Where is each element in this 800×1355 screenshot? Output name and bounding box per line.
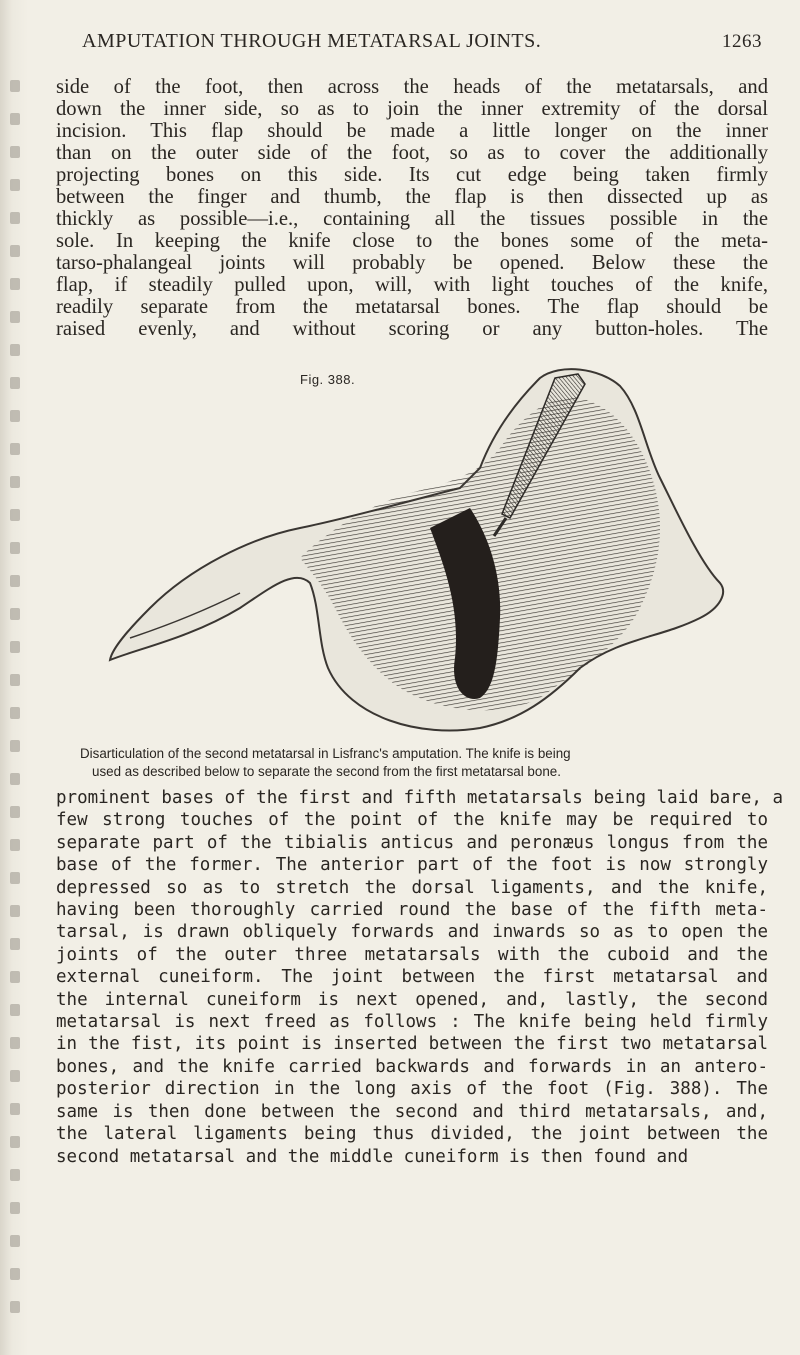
- text-line: bones, and the knife carried backwards and forwards in an antero-: [56, 1056, 768, 1077]
- text-line: than on the outer side of the foot, so as to cover the additionally: [56, 142, 768, 164]
- spine-mark: [10, 212, 20, 224]
- spine-mark: [10, 1136, 20, 1148]
- spine-mark: [10, 740, 20, 752]
- spine-mark: [10, 971, 20, 983]
- spine-mark: [10, 641, 20, 653]
- page-number: 1263: [722, 31, 762, 52]
- text-line: separate part of the tibialis anticus and peronæus longus from the: [56, 832, 768, 853]
- spine-mark: [10, 1202, 20, 1214]
- text-line: metatarsal is next freed as follows : The knife being held firmly: [56, 1012, 768, 1033]
- spine-mark: [10, 311, 20, 323]
- spine-mark: [10, 1037, 20, 1049]
- text-line: projecting bones on this side. Its cut edge being taken firmly: [56, 164, 768, 186]
- spine-mark: [10, 1169, 20, 1181]
- text-line: readily separate from the metatarsal bones. The flap should be: [56, 296, 768, 318]
- spine-mark: [10, 443, 20, 455]
- spine-mark: [10, 905, 20, 917]
- spine-mark: [10, 872, 20, 884]
- spine-mark: [10, 839, 20, 851]
- text-line: tarsal, is drawn obliquely forwards and inwards so as to open the: [56, 922, 768, 943]
- text-line: same is then done between the second and third metatarsals, and,: [56, 1101, 768, 1122]
- caption-line: used as described below to separate the second from the first metatarsal bone.: [92, 764, 561, 779]
- text-line: the lateral ligaments being thus divided, the joint between the: [56, 1124, 768, 1145]
- foot-illustration: [100, 368, 730, 743]
- spine-mark: [10, 1004, 20, 1016]
- spine-mark: [10, 410, 20, 422]
- text-line: side of the foot, then across the heads of the metatarsals, and: [56, 76, 768, 98]
- spine-mark: [10, 146, 20, 158]
- spine-mark: [10, 1103, 20, 1115]
- spine-mark: [10, 674, 20, 686]
- spine-mark: [10, 476, 20, 488]
- spine-mark: [10, 377, 20, 389]
- spine-mark: [10, 773, 20, 785]
- text-line: base of the former. The anterior part of the foot is now strongly: [56, 855, 768, 876]
- spine-mark: [10, 245, 20, 257]
- text-line: the internal cuneiform is next opened, and, lastly, the second: [56, 989, 768, 1010]
- spine-mark: [10, 278, 20, 290]
- figure-caption: [80, 745, 780, 781]
- spine-mark: [10, 542, 20, 554]
- spine-mark: [10, 113, 20, 125]
- spine-mark: [10, 707, 20, 719]
- text-line: thickly as possible—i.e., containing all the tissues possible in the: [56, 208, 768, 230]
- spine-mark: [10, 344, 20, 356]
- spine-mark: [10, 938, 20, 950]
- text-line: external cuneiform. The joint between the first metatarsal and: [56, 967, 768, 988]
- spine-mark: [10, 608, 20, 620]
- text-line: down the inner side, so as to join the inner extremity of the dorsal: [56, 98, 768, 120]
- figure-label: Fig. 388.: [300, 372, 356, 387]
- text-line: flap, if steadily pulled upon, will, with light touches of the knife,: [56, 274, 768, 296]
- text-line: depressed so as to stretch the dorsal ligaments, and the knife,: [56, 877, 768, 898]
- paragraph-top: [56, 76, 768, 340]
- spine-mark: [10, 1268, 20, 1280]
- spine-mark: [10, 179, 20, 191]
- text-line: few strong touches of the point of the knife may be required to: [56, 810, 768, 831]
- spine-mark: [10, 575, 20, 587]
- caption-line: Disarticulation of the second metatarsal in Lisfranc's amputation. The knife is being: [80, 746, 571, 761]
- text-line: sole. In keeping the knife close to the bones some of the meta-: [56, 230, 768, 252]
- spine-mark: [10, 509, 20, 521]
- text-line: posterior direction in the long axis of the foot (Fig. 388). The: [56, 1079, 768, 1100]
- text-line: tarso-phalangeal joints will probably be opened. Below these the: [56, 252, 768, 274]
- foot-engraving: [100, 368, 730, 743]
- text-line: second metatarsal and the middle cuneiform is then found and: [56, 1146, 689, 1167]
- book-spine-edge: [0, 0, 28, 1355]
- spine-mark: [10, 806, 20, 818]
- spine-mark: [10, 1301, 20, 1313]
- spine-mark: [10, 1070, 20, 1082]
- text-line: incision. This flap should be made a little longer on the inner: [56, 120, 768, 142]
- text-line: joints of the outer three metatarsals with the cuboid and the: [56, 944, 768, 965]
- text-line: between the finger and thumb, the flap is then dissected up as: [56, 186, 768, 208]
- spine-marks: [10, 80, 24, 1340]
- spine-mark: [10, 80, 20, 92]
- spine-mark: [10, 1235, 20, 1247]
- paragraph-bottom: [56, 787, 783, 1168]
- text-line: raised evenly, and without scoring or any button-holes. The: [56, 318, 768, 340]
- running-title: AMPUTATION THROUGH METATARSAL JOINTS.: [82, 30, 542, 52]
- running-header: [82, 30, 762, 53]
- text-line: in the fist, its point is inserted between the first two metatarsal: [56, 1034, 768, 1055]
- text-line: having been thoroughly carried round the base of the fifth meta-: [56, 900, 768, 921]
- text-line: prominent bases of the first and fifth metatarsals being laid bare, a: [56, 788, 783, 808]
